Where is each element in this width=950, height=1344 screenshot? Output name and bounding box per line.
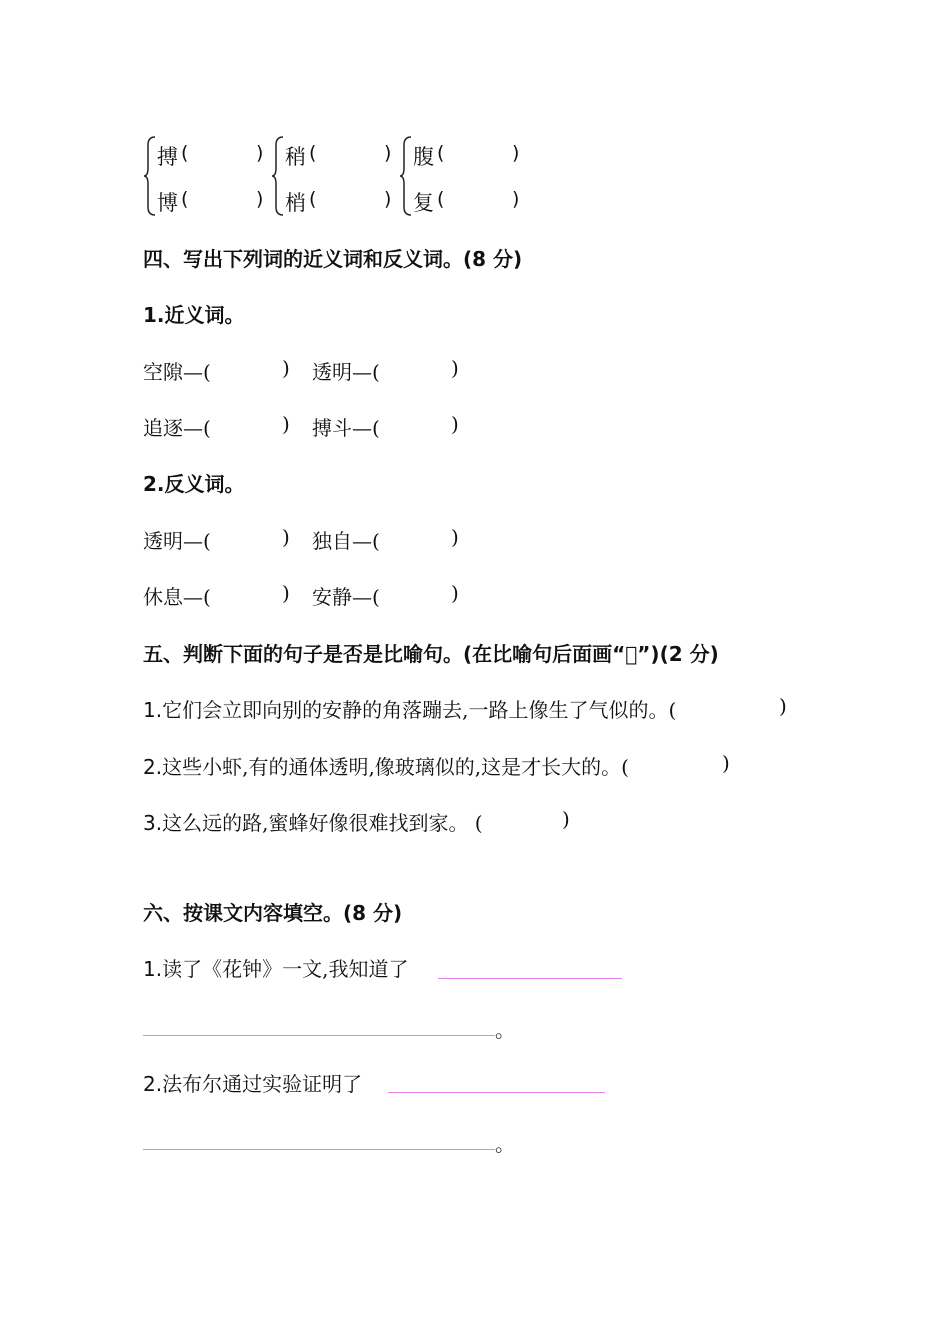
char-top: 腹: [413, 145, 434, 169]
brace-icon: [271, 135, 285, 217]
char-top: 搏: [157, 145, 178, 169]
subsection-label: 1.近义词。: [143, 303, 245, 327]
paren-open: (: [437, 188, 445, 210]
paren-open: (: [181, 142, 189, 164]
paren-close: ): [256, 188, 264, 210]
paren-close: ): [779, 694, 787, 718]
paren-close: ): [282, 581, 290, 605]
section-title: 五、判断下面的句子是否是比喻句。(在比喻句后面画“􀳫”)(2 分): [143, 642, 719, 666]
word-item: 追逐—(: [143, 416, 211, 440]
word-item: 独自—(: [312, 529, 380, 553]
paren-open: (: [181, 188, 189, 210]
period-mark: 。: [495, 1018, 515, 1042]
word-item: 透明—(: [312, 360, 380, 384]
word-item: 空隙—(: [143, 360, 211, 384]
word-item: 搏斗—(: [312, 416, 380, 440]
sentence-number: 1.: [143, 698, 163, 722]
answer-line[interactable]: [438, 978, 622, 979]
question-text: 法布尔通过实验证明了: [162, 1072, 363, 1096]
paren-open: (: [437, 142, 445, 164]
sentence-item: [143, 694, 676, 723]
answer-line[interactable]: [143, 1149, 495, 1150]
char-top: 稍: [285, 145, 306, 169]
sentence-text: 这些小虾,有的通体透明,像玻璃似的,这是才长大的。(: [162, 755, 629, 779]
paren-open: (: [309, 142, 317, 164]
section-title: 四、写出下列词的近义词和反义词。(8 分): [143, 247, 523, 271]
answer-line[interactable]: [388, 1092, 605, 1093]
paren-close: ): [282, 525, 290, 549]
paren-close: ): [384, 142, 392, 164]
sentence-text: 它们会立即向别的安静的角落蹦去,一路上像生了气似的。(: [162, 698, 677, 722]
question-number: 2.: [143, 1072, 163, 1096]
paren-close: ): [512, 188, 520, 210]
question-number: 1.: [143, 957, 163, 981]
section-title: 六、按课文内容填空。(8 分): [143, 901, 403, 925]
paren-close: ): [256, 142, 264, 164]
fill-question: [143, 1068, 362, 1097]
paren-close: ): [451, 412, 459, 436]
paren-close: ): [384, 188, 392, 210]
paren-close: ): [562, 807, 570, 831]
brace-icon: [143, 135, 157, 217]
word-item: 安静—(: [312, 585, 380, 609]
word-item: 透明—(: [143, 529, 211, 553]
sentence-item: [143, 807, 483, 836]
sentence-item: [143, 751, 629, 780]
period-mark: 。: [495, 1132, 515, 1156]
brace-icon: [399, 135, 413, 217]
answer-line[interactable]: [143, 1035, 495, 1036]
char-bottom: 梢: [285, 191, 306, 215]
fill-question: [143, 953, 408, 982]
paren-close: ): [282, 356, 290, 380]
sentence-number: 3.: [143, 811, 163, 835]
paren-close: ): [451, 581, 459, 605]
paren-close: ): [451, 525, 459, 549]
paren-close: ): [722, 751, 730, 775]
paren-close: ): [451, 356, 459, 380]
sentence-number: 2.: [143, 755, 163, 779]
subsection-label: 2.反义词。: [143, 472, 245, 496]
sentence-text: 这么远的路,蜜蜂好像很难找到家。 (: [162, 811, 483, 835]
paren-close: ): [512, 142, 520, 164]
question-text: 读了《花钟》一文,我知道了: [162, 957, 409, 981]
word-item: 休息—(: [143, 585, 211, 609]
paren-open: (: [309, 188, 317, 210]
char-bottom: 复: [413, 191, 434, 215]
char-bottom: 博: [157, 191, 178, 215]
paren-close: ): [282, 412, 290, 436]
